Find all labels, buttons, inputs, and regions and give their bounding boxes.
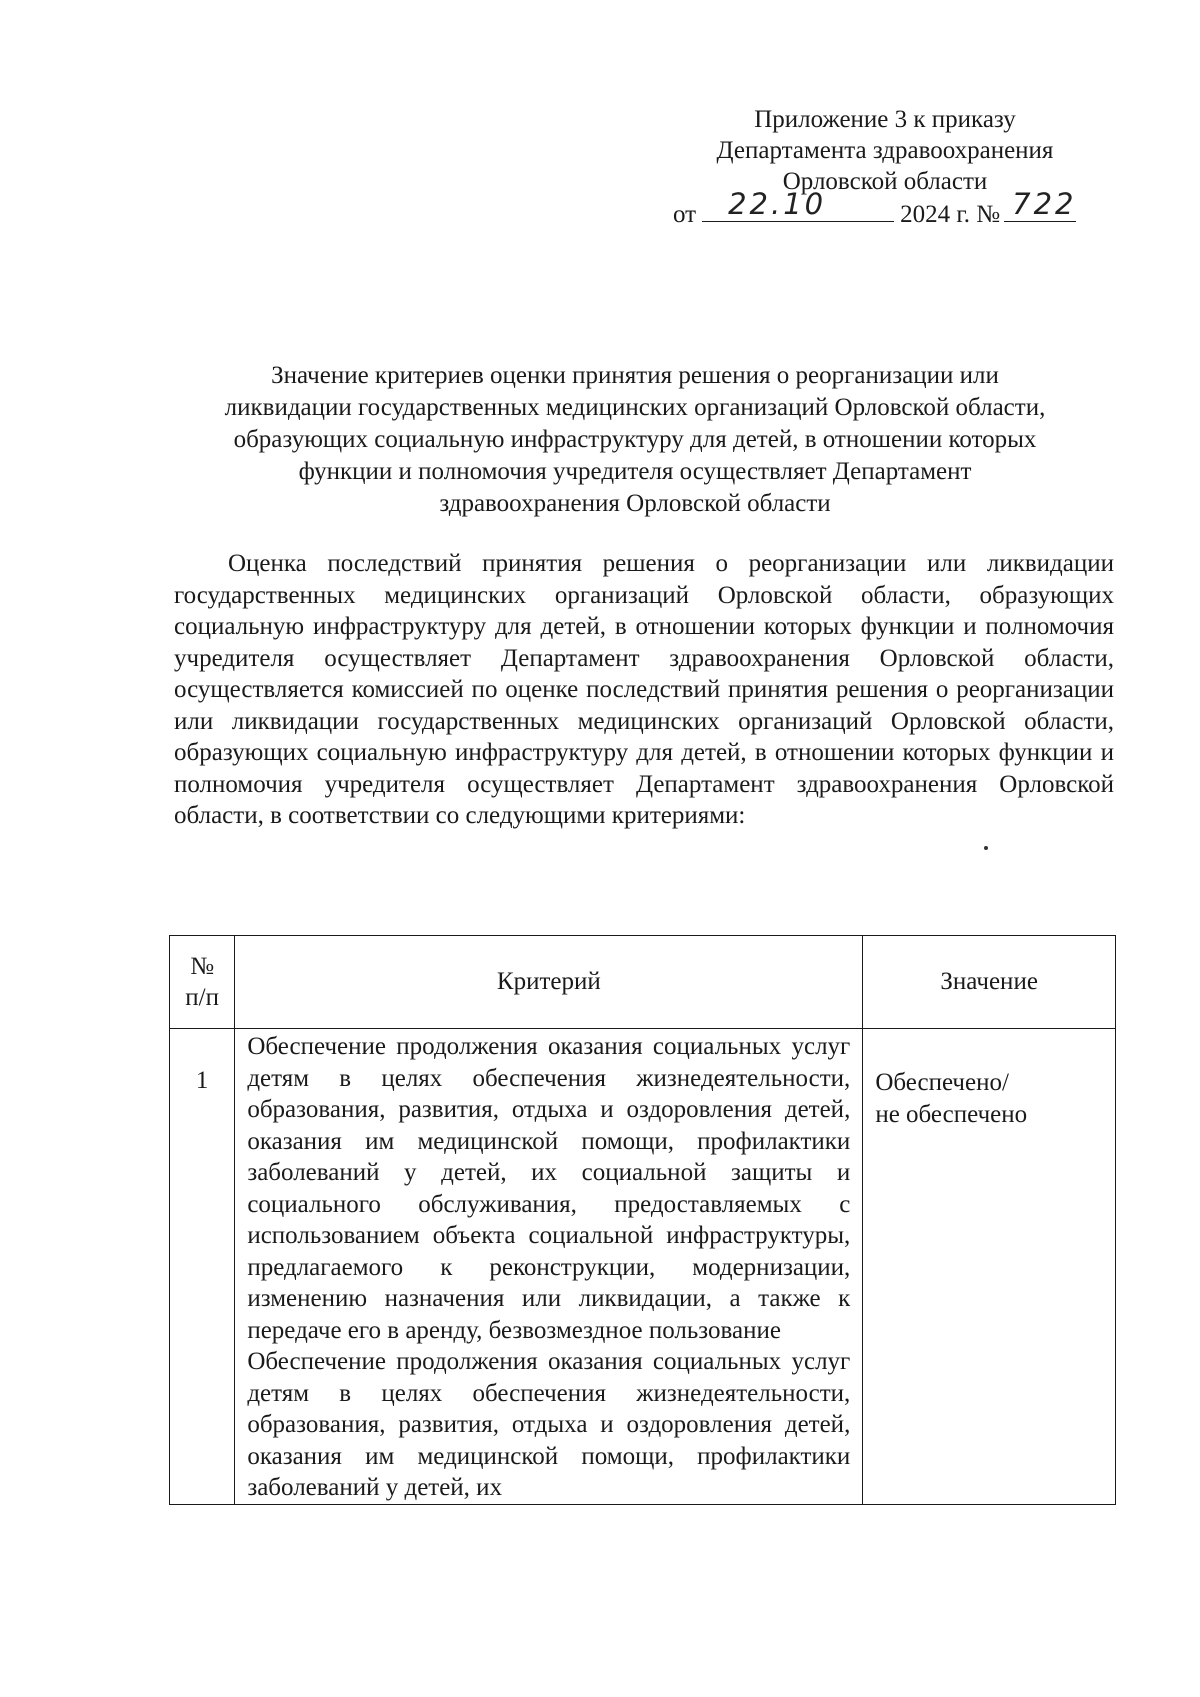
header-criterion: Критерий [235,936,863,1029]
order-year: 2024 г. № [900,201,1001,228]
header-value: Значение [863,936,1116,1029]
appendix-header [660,104,1110,230]
value-line-2: не обеспечено [875,1100,1028,1128]
criterion-text-2: Обеспечение продолжения оказания социальных услуг детям в целях обеспечения жизнедеятельности, образования, развития, отдыха и оздоровления детей, оказания им медицинской помощи, профилактики заболеваний у детей, их [247,1348,851,1501]
title-line-3: образующих социальную инфраструктуру для детей, в отношении которых [233,426,1037,453]
order-from-prefix: от [673,201,697,228]
row-number: 1 [170,1029,235,1505]
header-num-line-1: № [190,952,215,980]
order-number-field [1004,187,1077,222]
title-line-4: функции и полномочия учредителя осуществляет Департамент [298,458,972,485]
table-row [170,1029,1116,1505]
scan-speck [984,846,988,850]
criteria-table [169,935,1116,1505]
row-value [863,1029,1116,1505]
title-line-1: Значение критериев оценки принятия решения о реорганизации или [271,362,999,389]
order-reference [660,187,1110,230]
order-date-field [702,187,894,222]
order-number-handwritten: 722 [1012,187,1077,221]
header-num [170,936,235,1029]
appendix-line-2: Департамента здравоохранения [716,137,1054,164]
intro-paragraph: Оценка последствий принятия решения о реорганизации или ликвидации государственных медицинских организаций Орловской области, образующих социальную инфраструктуру для детей, в отношении которых функции и полномочия учредителя осуществляет Департамент здравоохранения Орловской области, осуществляется комиссией по оценке последствий принятия решения о реорганизации или ликвидации государственных медицинских организаций Орловской области, образующих социальную инфраструктуру для детей, в отношении которых функции и полномочия учредителя осуществляет Департамент здравоохранения Орловской области, в соответствии со следующими критериями: [174,550,1114,829]
criterion-text-1: Обеспечение продолжения оказания социальных услуг детям в целях обеспечения жизнедеятельности, образования, развития, отдыха и оздоровления детей, оказания им медицинской помощи, профилактики заболеваний у детей, их социальной защиты и социального обслуживания, предоставляемых с использованием объекта социальной инфраструктуры, предлагаемого к реконструкции, модернизации, изменению назначения или ликвидации, а также к передаче его в аренду, безвозмездное пользование [247,1033,851,1344]
title-line-2: ликвидации государственных медицинских организаций Орловской области, [224,394,1046,421]
order-date-handwritten: 22.10 [728,187,827,221]
table-header-row [170,936,1116,1029]
value-line-1: Обеспечено/ [875,1069,1009,1096]
document-title [170,360,1100,520]
title-line-5: здравоохранения Орловской области [439,490,831,517]
appendix-line-1: Приложение 3 к приказу [754,106,1016,133]
row-criterion [235,1029,863,1505]
appendix-line-3: Орловской области [782,168,988,195]
header-num-line-2: п/п [185,984,220,1011]
